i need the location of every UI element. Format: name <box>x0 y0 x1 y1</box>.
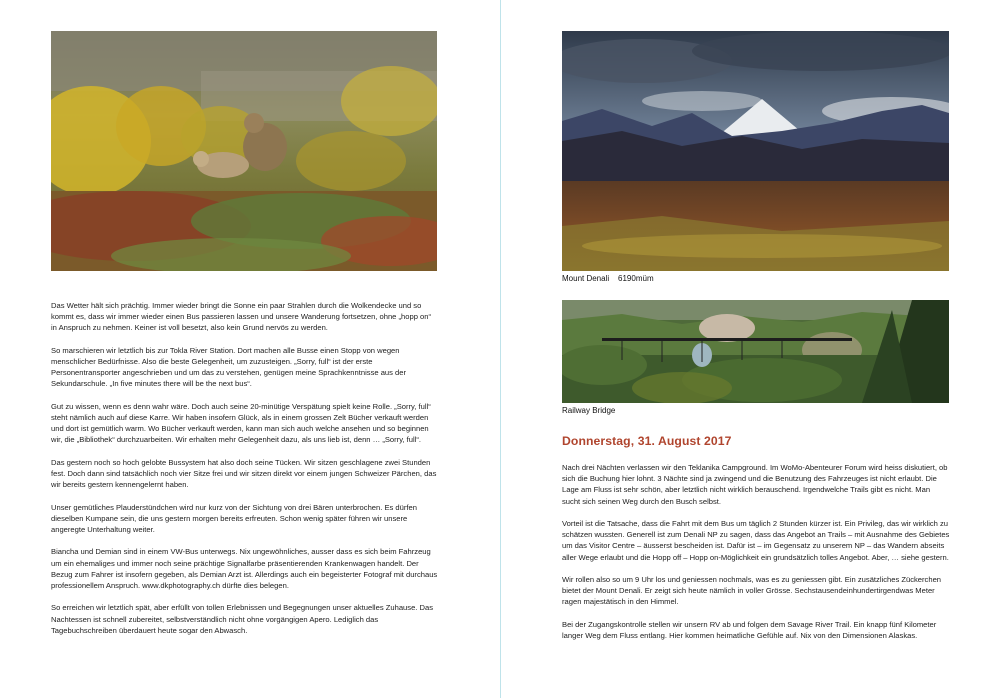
paragraph: Bei der Zugangskontrolle stellen wir unsern RV ab und folgen dem Savage River Trail. Ein knapp fünf Kilometer langer Weg dem Fluss entlang. Hier kommen heimatliche Gefühle auf. Nix von den Dimensionen Alaskas. <box>562 619 937 640</box>
paragraph: Biancha und Demian sind in einem VW-Bus unterwegs. Nix ungewöhnliches, ausser dass es sich beim Fahrzeug um ein ehemaliges und immer noch seine prächtige Signalfarbe präsentierenden Krankenwagen handelt. Der Bezug zum Fahrer ist insofern gegeben, als Demian Arzt ist. Allerdings auch ein begeisterter Fotograf mit durchaus professionellem Anspruch. www.dkphotography.ch dürfte dies belegen. <box>51 547 438 590</box>
mountain-caption: Mount Denali 6190müm <box>562 274 654 283</box>
paragraph: So erreichen wir letztlich spät, aber erfüllt von tollen Erlebnissen und Begegnungen unser aktuelles Zuhause. Das Nachtessen ist schnell zubereitet, selbstverständlich nicht ohne vorgängigen Apero. Lediglich das Tagebuchschreiben überdauert heute sogar den Abwasch. <box>51 603 434 635</box>
paragraph: Das Wetter hält sich prächtig. Immer wieder bringt die Sonne ein paar Strahlen durch die Wolkendecke und so kommt es, dass wir immer wieder einen Bus passieren lassen und unsere Wanderung fortsetzen, ohne „hopp on“ in Anspruch zu nehmen. Keiner ist voll besetzt, also kein Grund nervös zu werden. <box>51 301 432 333</box>
right-body-text <box>562 462 950 652</box>
page-heading: Donnerstag, 31. August 2017 <box>562 434 732 448</box>
right-page <box>501 0 1000 698</box>
paragraph: Wir rollen also so um 9 Uhr los und geniessen nochmals, was es zu geniessen gibt. Ein zusätzliches Zückerchen bietet der Mount Denali. Er zeigt sich heute nämlich in voller Grösse. Sechstausendeinhundertirgendwas Meter ragen majestätisch in den Himmel. <box>562 575 942 607</box>
paragraph: Das gestern noch so hoch gelobte Bussystem hat also doch seine Tücken. Wir sitzen geschlagene zwei Stunden fest. Doch dann sind tatsächlich noch vier Sitze frei und wir sitzen direkt vor einem jungen Schweizer Pärchen, das wir bereits gestern kennengelernt haben. <box>51 457 437 490</box>
paragraph: Unser gemütliches Plauderstündchen wird nur kurz von der Sichtung von drei Bären unterbrochen. Es dürfen dieselben Kumpane sein, die uns gestern morgen bereits erfreuten. Schon wenig später führen wir unsere angeregte Unterhaltung weiter. <box>51 502 417 534</box>
bear-photo <box>51 31 437 271</box>
bridge-photo <box>562 300 949 403</box>
paragraph: Gut zu wissen, wenn es denn wahr wäre. Doch auch seine 20-minütige Verspätung spielt keine Rolle. „Sorry, full“ steht nämlich auch auf diese Karre. Wir haben insofern Glück, als in einem grossen Zelt Bücher verkauft werden und dort ist gemütlich warm. Wo Bücher verkauft werden, kann man sich auch welche ansehen und so beginnen wir, die „Bibliothek“ durchzuarbeiten. Wir erhalten mehr Gelegenheit dazu, als uns lieb ist, denn … „Sorry, full“. <box>51 401 431 445</box>
mountain-photo <box>562 31 949 271</box>
paragraph: Vorteil ist die Tatsache, dass die Fahrt mit dem Bus um täglich 2 Stunden kürzer ist. Ein Privileg, das wir wirklich zu schätzen wussten. Generell ist zum Denali NP zu sagen, dass das Angebot an Trails – mit Ausnahme des Gebietes um das Visitor Centre – äusserst bescheiden ist. Dafür ist – im Gegensatz zu unserem NP – das Wandern abseits aller Wege erlaubt und die Hopp off – Hopp on-Möglichkeit ein grundsätzlich tolles Angebot. Aber, … siehe gestern. <box>562 519 950 562</box>
paragraph: So marschieren wir letztlich bis zur Tokla River Station. Dort machen alle Busse einen Stopp von wegen menschlicher Bedürfnisse. Also die beste Gelegenheit, um zuzusteigen. „Sorry, full“ ist der erste Personentransporter angeschrieben und um das zu verstehen, genügen meine Sprachkenntnisse aus der Sekundarschule. „In five minutes there will be the next bus“. <box>51 345 407 389</box>
paragraph: Nach drei Nächten verlassen wir den Teklanika Campground. Im WoMo-Abenteurer Forum wird heiss diskutiert, ob sich die Buchung hier lohnt. 3 Nächte sind ja zwingend und die Benutzung des Fahrzeuges ist nicht erlaubt. Die Lage am Fluss ist sehr schön, aber letztlich nicht wirklich berauschend. Irgendwelche Trails gibt es nicht. Man sucht sich seinen Weg durch den Busch selbst. <box>562 463 948 506</box>
bridge-caption: Railway Bridge <box>562 406 616 415</box>
left-body-text <box>51 300 439 647</box>
